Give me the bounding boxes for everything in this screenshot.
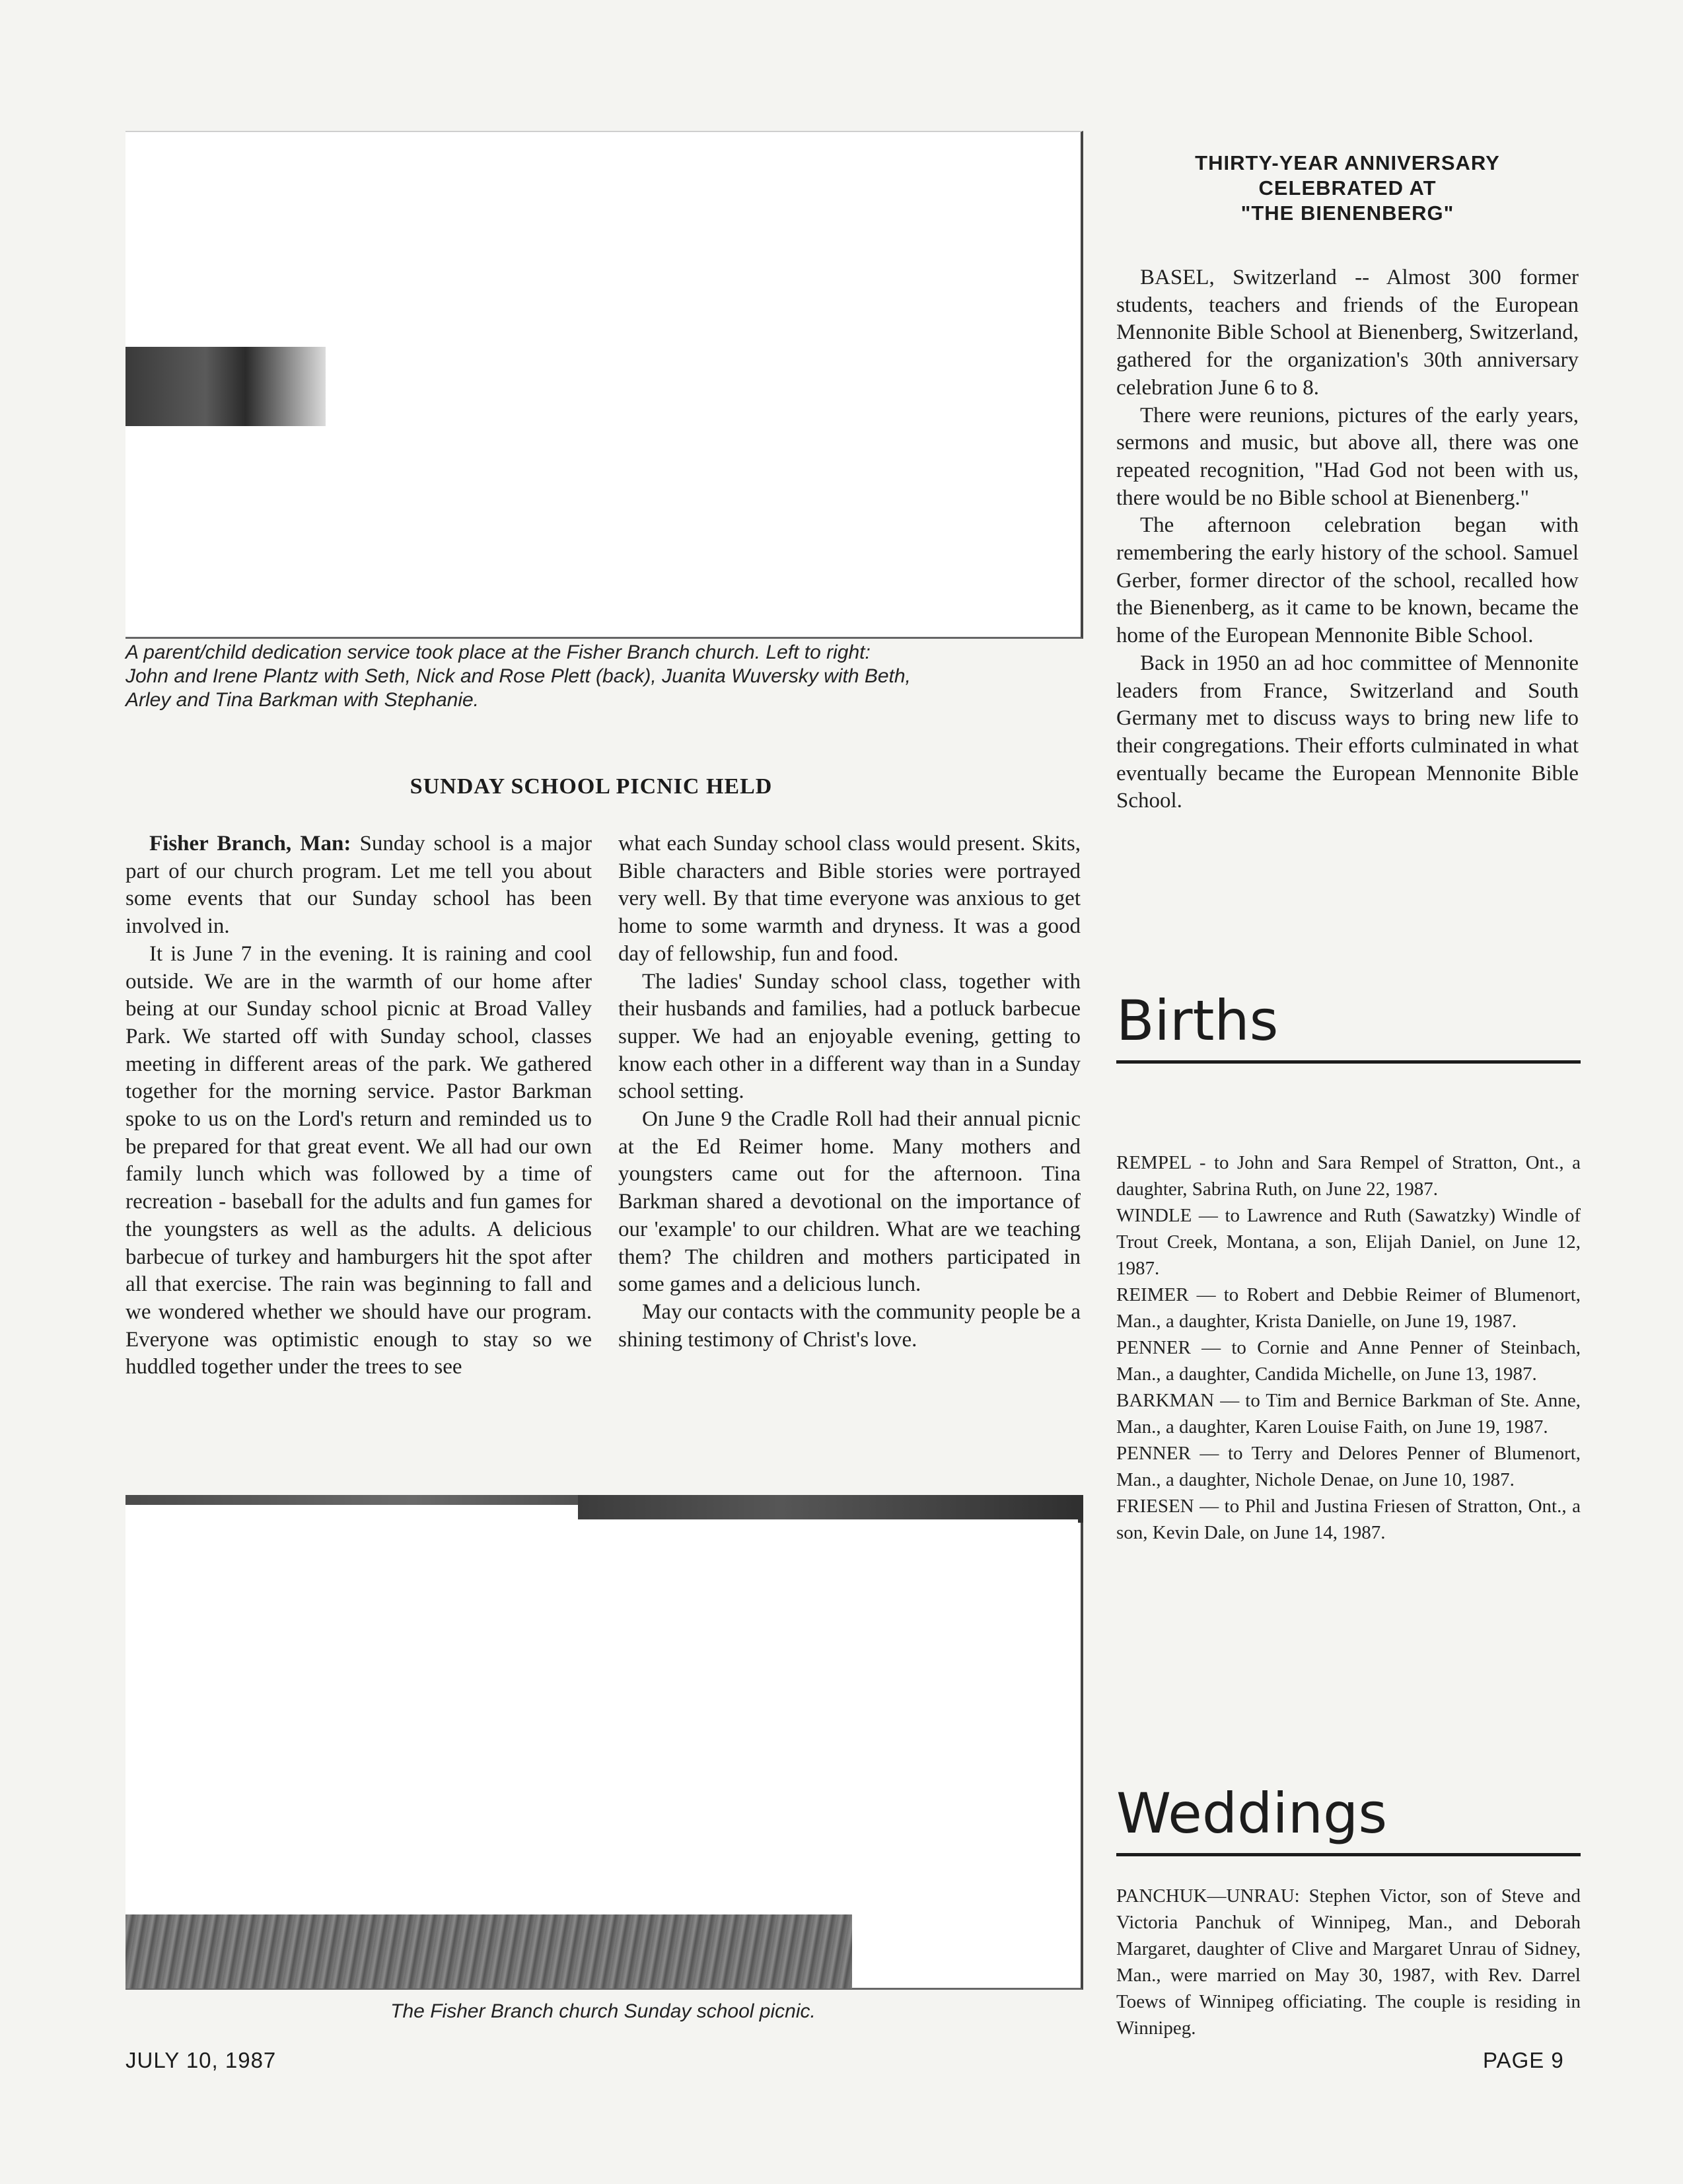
picnic-paragraph: It is June 7 in the evening. It is raining and cool outside. We are in the warmth of our home after being at our Sunday school picnic at Broad Valley Park. We started off with Sunday school, classes meeting in different areas of the park. We gathered together for the morning service. Pastor Barkman spoke to us on the Lord's return and reminded us to be prepared for that great event. We all had our own family lunch which was followed by a time of recreation - baseball for the adults and fun games for the youngsters as well as the adults. A delicious barbecue of turkey and hamburgers hit the spot after all that exercise. The rain was beginning to fall and we wondered whether we should have our program. Everyone was optimistic enough to stay so we huddled together under the trees to see — [125, 941, 592, 1379]
picnic-paragraph: what each Sunday school class would present. Skits, Bible characters and Bible stories were portrayed very well. By that time everyone was anxious to get home to some warmth and dryness. It was a good day of fellowship, fun and food. — [618, 832, 1081, 966]
caption-line: Arley and Tina Barkman with Stephanie. — [125, 689, 480, 711]
birth-entry: FRIESEN — to Phil and Justina Friesen of Stratton, Ont., a son, Kevin Dale, on June 14, 1987. — [1116, 1496, 1581, 1543]
caption-line: A parent/child dedication service took place at the Fisher Branch church. Left to right: — [125, 641, 871, 663]
dedication-photo-fragment — [125, 347, 326, 426]
dedication-photo-caption — [125, 641, 1081, 712]
anniversary-paragraph: The afternoon celebration began with remembering the early history of the school. Samuel Gerber, former director of the school, recalled how the Bienenberg, as it came to be known, became the home of the European Mennonite Bible School. — [1116, 513, 1579, 648]
picnic-paragraph: The ladies' Sunday school class, together with their husbands and families, had a potluck barbecue supper. We had an enjoyable evening, getting to know each other in a different way than in a Sunday school setting. — [618, 969, 1081, 1104]
births-title: Births — [1116, 988, 1279, 1053]
anniversary-headline — [1116, 151, 1579, 226]
weddings-rule — [1116, 1853, 1581, 1856]
picnic-photo-caption: The Fisher Branch church Sunday school picnic. — [390, 2000, 816, 2022]
picnic-photo-blank-left — [125, 1505, 578, 1914]
birth-entry: REIMER — to Robert and Debbie Reimer of Blumenort, Man., a daughter, Krista Danielle, on June 19, 1987. — [1116, 1284, 1581, 1332]
footer-date: JULY 10, 1987 — [125, 2048, 277, 2072]
picnic-headline: SUNDAY SCHOOL PICNIC HELD — [410, 774, 773, 799]
weddings-list — [1116, 1883, 1581, 2041]
picnic-photo-treeline-right — [578, 1495, 1083, 1523]
anniversary-paragraph: BASEL, Switzerland -- Almost 300 former students, teachers and friends of the European Mennonite Bible School at Bienenberg, Switzerland, gathered for the organization's 30th anniversary celebration June 6 to 8. — [1116, 266, 1579, 400]
footer-page-number: PAGE 9 — [1483, 2048, 1564, 2072]
weddings-title: Weddings — [1116, 1781, 1388, 1846]
births-list — [1116, 1149, 1581, 1546]
birth-entry: PENNER — to Terry and Delores Penner of Blumenort, Man., a daughter, Nichole Denae, on June 10, 1987. — [1116, 1443, 1581, 1490]
picnic-column-left — [125, 830, 592, 1381]
anniversary-body — [1116, 264, 1579, 815]
picnic-dateline: Fisher Branch, Man: — [149, 832, 351, 855]
wedding-entry: PANCHUK—UNRAU: Stephen Victor, son of Steve and Victoria Panchuk of Winnipeg, Man., and Deborah Margaret, daughter of Clive and Margaret Unrau of Sidney, Man., were married on May 30, 1987, with Rev. Darrel Toews of Winnipeg officiating. The couple is residing in Winnipeg. — [1116, 1885, 1581, 2039]
anniversary-paragraph: Back in 1950 an ad hoc committee of Mennonite leaders from France, Switzerland and South Germany met to discuss ways to bring new life to their congregations. Their efforts culminated in what eventually became the European Mennonite Bible School. — [1116, 651, 1579, 813]
births-rule — [1116, 1060, 1581, 1064]
picnic-paragraph: May our contacts with the community people be a shining testimony of Christ's love. — [618, 1299, 1081, 1352]
birth-entry: BARKMAN — to Tim and Bernice Barkman of Ste. Anne, Man., a daughter, Karen Louise Faith, on June 19, 1987. — [1116, 1390, 1581, 1438]
picnic-paragraph: Fisher Branch, Man: Sunday school is a major part of our church program. Let me tell you about some events that our Sunday school has been involved in. — [125, 832, 592, 939]
caption-line: John and Irene Plantz with Seth, Nick and Rose Plett (back), Juanita Wuversky with Beth, — [125, 665, 911, 687]
birth-entry: WINDLE — to Lawrence and Ruth (Sawatzky) Windle of Trout Creek, Montana, a son, Elijah Daniel, on June 12, 1987. — [1116, 1205, 1581, 1279]
picnic-photo-grass — [125, 1914, 852, 1988]
anniversary-headline-line: "THE BIENENBERG" — [1240, 201, 1454, 225]
birth-entry: REMPEL - to John and Sara Rempel of Stratton, Ont., a daughter, Sabrina Ruth, on June 22, 1987. — [1116, 1152, 1581, 1200]
anniversary-headline-line: THIRTY-YEAR ANNIVERSARY — [1195, 151, 1500, 174]
birth-entry: PENNER — to Cornie and Anne Penner of Steinbach, Man., a daughter, Candida Michelle, on June 13, 1987. — [1116, 1337, 1581, 1385]
anniversary-paragraph: There were reunions, pictures of the early years, sermons and music, but above all, there was one repeated recognition, "Had God not been with us, there would be no Bible school at Bienenberg." — [1116, 403, 1579, 510]
picnic-column-right — [618, 830, 1081, 1354]
picnic-paragraph: On June 9 the Cradle Roll had their annual picnic at the Ed Reimer home. Many mothers and youngsters came out for the afternoon. Tina Barkman shared a devotional on the importance of our 'example' to our children. What are we teaching them? The children and mothers participated in some games and a delicious lunch. — [618, 1107, 1081, 1297]
anniversary-headline-line: CELEBRATED AT — [1258, 176, 1437, 200]
